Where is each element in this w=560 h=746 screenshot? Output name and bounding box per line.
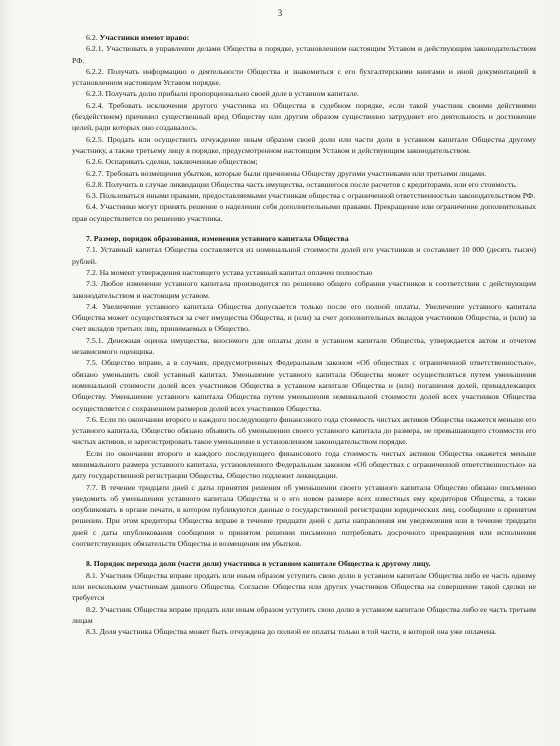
paragraph: 8.3. Доля участника Общества может быть отчуждена до полной ее оплаты только в той части, в которой она уже оплачена. (86, 627, 497, 637)
paragraph: 6.2.8. Получить в случае ликвидации Общества часть имущества, оставшегося после расчетов с кредиторами, или его стоимость. (86, 179, 517, 189)
paragraph: 7.5. Общество вправе, а в случаях, предусмотренных Федеральным законом «Об обществах с ограниченной ответственностью», обязано уменьшить свой уставный капитал. Уменьшение уставного капитала Общества может осуществляться путем уменьшения номинальной стоимости долей всех участников Общества в уставном капитале Общества и (или) погашения долей, принадлежащих Обществу. Уменьшение уставного капитала Общества путем уменьшения номинальной стоимости долей всех участников Общества осуществляется с сохранением размеров долей всех участников Общества. (72, 358, 536, 413)
paragraph: 7.2. На момент утверждения настоящего устава уставный капитал оплачен полностью (86, 267, 373, 277)
paragraph: Если по окончании второго и каждого последующего финансового года стоимость чистых активов Общества окажется меньше минимального размера уставного капитала, установленного Федеральным законом «Об обществах с ограниченной ответственностью» на дату государственной регистрации Общества, Общество подлежит ликвидации. (72, 448, 536, 481)
section-6-2-number: 6.2. (86, 33, 98, 42)
paragraph: 6.2.7. Требовать возмещения убытков, которые были причинены Обществу другими участниками или третьими лицами. (86, 168, 487, 178)
paragraph: 6.2.2. Получать информацию о деятельности Общества и знакомиться с его бухгалтерскими книгами и иной документацией в установленном настоящим Уставом порядке. (72, 66, 536, 88)
paragraph: 6.3. Пользоваться иными правами, предоставляемыми участникам общества с ограниченной ответственностью законодательством РФ. (86, 191, 536, 201)
paragraph: 7.1. Уставный капитал Общества составляется из номинальной стоимости долей его участников и составляет 10 000 (десять тысяч) рублей. (72, 245, 536, 266)
paragraph: 6.2.6. Оспаривать сделки, заключенные обществом; (86, 157, 258, 167)
paragraph: 7.4. Увеличение уставного капитала Общества допускается только после его полной оплаты. Увеличение уставного капитала Общества может осуществляться за счет имущества Общества, и (или) за счет дополнительных вкладов участников Общества, и (или) за счет вкладов третьих лиц, принимаемых в Общество. (72, 301, 536, 334)
section-6-2-title: Участники имеют право: (99, 33, 190, 42)
paragraph: 8.1. Участник Общества вправе продать или иным образом уступить свою долю в уставном капитале Общества либо ее часть одному или нескольким участникам данного Общества. Согласие Общества или других участников Общества на совершение такой сделки не требуется (72, 570, 536, 603)
section-6-2-heading (72, 32, 536, 43)
paragraph: 7.5.1. Денежная оценка имущества, вносимого для оплаты доли в уставном капитале Общества, утверждается актом и отчетом независимого оценщика. (72, 335, 536, 357)
section-7-title: 7. Размер, порядок образования, изменения уставного капитала Общества (86, 234, 349, 244)
section-8-title: 8. Порядок перехода доли (части доли) участника в уставном капитале Общества к другому лицу. (86, 559, 431, 569)
paragraph: 7.6. Если по окончании второго и каждого последующего финансового года стоимость чистых активов Общества окажется меньше его уставного капитала, Общество обязано объявить об уменьшении своего уставного капитала до размера, не превышающего стоимости его чистых активов, и зарегистрировать такое уменьшение в установленном законодательством порядке. (72, 414, 536, 447)
paragraph: 7.3. Любое изменение уставного капитала производится по решению общего собрания участников в соответствии с действующим законодательством и настоящим уставом. (72, 279, 536, 300)
paragraph: 6.2.1. Участвовать в управлении делами Общества в порядке, установленном настоящим Уставом и действующим законодательством РФ. (72, 44, 536, 65)
paragraph: 6.2.3. Получать долю прибыли пропорционально своей доле в уставном капитале. (86, 89, 359, 99)
paragraph: 7.7. В течение тридцати дней с даты принятия решения об уменьшении своего уставного капитала Общество обязано письменно уведомить об уменьшении уставного капитала Общества и о его новом размере всех известных ему кредиторов Общества, а также опубликовать в органе печати, в котором публикуются данные о государственной регистрации юридических лиц, сообщение о принятом решении. При этом кредиторы Общества вправе в течение тридцати дней с даты направления им уведомления или в течение тридцати дней с даты опубликования сообщения о принятом решении письменно потребовать досрочного прекращения или исполнения соответствующих обязательств Общества и возмещения им убытков. (72, 482, 536, 549)
page-number: 3 (277, 8, 283, 18)
paragraph: 6.2.4. Требовать исключения другого участника из Общества в судебном порядке, если такой участник своими действиями (бездействием) причинил существенный вред Обществу или другим образом существенно затрудняет его деятельность и достижение целей, ради которых оно создавалось. (72, 100, 536, 133)
paragraph: 6.4. Участники могут принять решение о наделении себя дополнительными правами. Прекращение или ограничение дополнительных прав осуществляется по решению участника. (72, 202, 536, 223)
paragraph: 8.2. Участник Общества вправе продать или иным образом уступить свою долю в уставном капитале Общества либо ее часть третьим лицам (72, 604, 536, 625)
paragraph: 6.2.5. Продать или осуществить отчуждение иным образом своей доли или части доли в уставном капитале Общества другому участнику, а также третьему лицу в порядке, предусмотренном настоящим Уставом и действующим законодательством. (72, 134, 536, 155)
